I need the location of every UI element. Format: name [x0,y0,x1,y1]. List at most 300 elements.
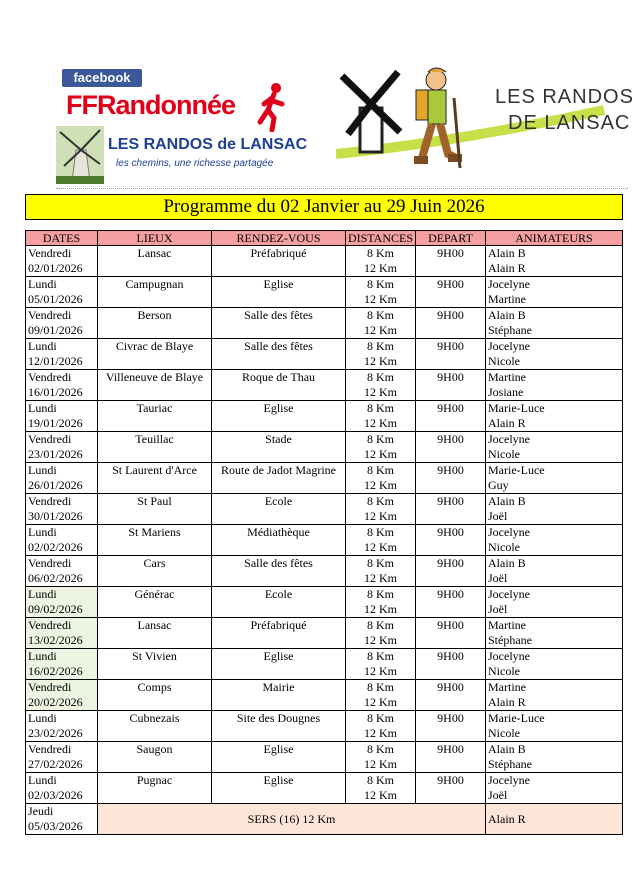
table-row [26,742,623,773]
rdv-cell-text: Eglise [263,649,294,663]
rdv-cell [212,432,346,463]
date-cell [26,432,98,463]
animateurs-cell-text: Joël [488,602,508,616]
depart-cell [416,742,486,773]
distance-cell-text: 8 Km [367,432,394,446]
rdv-cell-text: Préfabriqué [250,246,307,260]
distance-cell-text: 8 Km [367,370,394,384]
club-tagline: les chemins, une richesse partagée [116,158,274,169]
animateurs-cell-text: Josiane [488,385,524,399]
table-row [26,649,623,680]
date-cell-text: 26/01/2026 [28,478,83,492]
distance-cell [346,618,416,649]
depart-cell-text: 9H00 [437,556,464,570]
depart-cell-text: 9H00 [437,277,464,291]
distance-cell-text: 8 Km [367,246,394,260]
date-cell-text: 09/02/2026 [28,602,83,616]
animateurs-cell-text: Nicole [488,354,520,368]
distance-cell-text: 12 Km [364,726,397,740]
date-cell [26,587,98,618]
distance-cell-text: 8 Km [367,494,394,508]
animateurs-cell [486,370,623,401]
animateurs-cell-text: Nicole [488,540,520,554]
depart-cell [416,463,486,494]
date-cell-text: 02/03/2026 [28,788,83,802]
lieu-cell-text: Cubnezais [129,711,180,725]
animateurs-cell-text: Martine [488,618,526,632]
lieu-cell [98,773,212,804]
animateurs-cell-text: Nicole [488,726,520,740]
animateurs-cell-text: Marie-Luce [488,463,545,477]
rdv-cell [212,556,346,587]
animateurs-cell-text: Alain R [488,416,526,430]
rdv-cell-text: Eglise [263,773,294,787]
distance-cell-text: 8 Km [367,277,394,291]
facebook-badge[interactable]: facebook [62,69,142,87]
date-cell-text: Lundi [28,339,57,353]
date-cell [26,618,98,649]
animateurs-cell-text: Joël [488,571,508,585]
distance-cell-text: 12 Km [364,571,397,585]
distance-cell [346,463,416,494]
distance-cell-text: 8 Km [367,680,394,694]
lieu-cell [98,308,212,339]
rdv-cell-text: Roque de Thau [241,370,316,384]
depart-cell-text: 9H00 [437,618,464,632]
distance-cell-text: 8 Km [367,308,394,322]
windmill-photo [56,126,104,184]
depart-cell [416,525,486,556]
lieu-cell [98,370,212,401]
lieu-cell [98,587,212,618]
rdv-cell [212,339,346,370]
lieu-cell-text: Comps [137,680,172,694]
animateurs-cell-text: Alain B [488,556,526,570]
animateurs-cell-text: Martine [488,680,526,694]
animateurs-cell-text: Alain R [488,811,526,826]
animateurs-cell-text: Jocelyne [488,773,530,787]
date-cell-text: 19/01/2026 [28,416,83,430]
date-cell [26,277,98,308]
table-row [26,463,623,494]
rdv-cell-text: Eglise [263,401,294,415]
depart-cell-text: 9H00 [437,711,464,725]
rdv-cell-text: Préfabriqué [250,618,307,632]
distance-cell [346,680,416,711]
distance-cell-text: 12 Km [364,695,397,709]
header-depart: DEPART [416,231,486,246]
rdv-cell [212,494,346,525]
distance-cell-text: 12 Km [364,416,397,430]
club-name: LES RANDOS de LANSAC [108,136,308,153]
distance-cell-text: 8 Km [367,649,394,663]
lieu-cell [98,463,212,494]
rdv-cell [212,370,346,401]
depart-cell [416,680,486,711]
depart-cell [416,556,486,587]
date-cell [26,556,98,587]
distance-cell-text: 12 Km [364,478,397,492]
rdv-cell [212,711,346,742]
rdv-cell-text: Mairie [262,680,295,694]
lieu-cell-text: Tauriac [136,401,173,415]
date-cell [26,773,98,804]
depart-cell [416,773,486,804]
distance-cell-text: 12 Km [364,509,397,523]
animateurs-cell-text: Guy [488,478,509,492]
distance-cell-text: 8 Km [367,742,394,756]
rdv-cell-text: Salle des fêtes [244,339,313,353]
depart-cell-text: 9H00 [437,339,464,353]
rdv-cell [212,246,346,277]
lieu-cell [98,525,212,556]
depart-cell-text: 9H00 [437,742,464,756]
animateurs-cell [486,556,623,587]
animateurs-cell [486,804,623,835]
distance-cell [346,401,416,432]
date-cell [26,401,98,432]
date-cell-text: Vendredi [28,494,72,508]
distance-cell-text: 8 Km [367,463,394,477]
distance-cell-text: 8 Km [367,773,394,787]
date-cell [26,370,98,401]
special-event-cell [98,804,486,835]
lieu-cell [98,742,212,773]
animateurs-cell [486,680,623,711]
depart-cell [416,649,486,680]
distance-cell-text: 12 Km [364,261,397,275]
depart-cell [416,277,486,308]
table-row [26,370,623,401]
distance-cell-text: 12 Km [364,757,397,771]
depart-cell-text: 9H00 [437,308,464,322]
table-row [26,618,623,649]
lieu-cell-text: Civrac de Blaye [115,339,194,353]
header-lieux: LIEUX [98,231,212,246]
table-header-row [26,231,623,246]
animateurs-cell [486,525,623,556]
special-event-cell-text: SERS (16) 12 Km [247,811,336,826]
rdv-cell-text: Ecole [264,494,293,508]
animateurs-cell [486,649,623,680]
distance-cell [346,742,416,773]
distance-cell [346,246,416,277]
animateurs-cell-text: Alain R [488,695,526,709]
animateurs-cell-text: Stéphane [488,757,532,771]
date-cell [26,246,98,277]
date-cell-text: 16/01/2026 [28,385,83,399]
lieu-cell-text: Lansac [137,618,172,632]
date-cell-text: Vendredi [28,556,72,570]
date-cell-text: Jeudi [28,804,54,818]
lieu-cell-text: St Vivien [132,649,177,663]
date-cell-text: Vendredi [28,432,72,446]
depart-cell-text: 9H00 [437,649,464,663]
table-row [26,773,623,804]
rdv-cell [212,680,346,711]
animateurs-cell-text: Jocelyne [488,339,530,353]
date-cell-text: Lundi [28,525,57,539]
distance-cell-text: 8 Km [367,401,394,415]
lieu-cell [98,618,212,649]
depart-cell-text: 9H00 [437,587,464,601]
lieu-cell-text: Cars [143,556,166,570]
depart-cell-text: 9H00 [437,494,464,508]
date-cell [26,711,98,742]
rdv-cell [212,463,346,494]
animateurs-cell [486,308,623,339]
animateurs-cell [486,339,623,370]
date-cell-text: 20/02/2026 [28,695,83,709]
animateurs-cell-text: Martine [488,292,526,306]
distance-cell [346,339,416,370]
animateurs-cell-text: Joël [488,788,508,802]
date-cell-text: Vendredi [28,618,72,632]
date-cell [26,649,98,680]
date-cell-text: 02/01/2026 [28,261,83,275]
table-row [26,339,623,370]
date-cell [26,742,98,773]
date-cell-text: Vendredi [28,246,72,260]
table-row [26,401,623,432]
distance-cell-text: 12 Km [364,385,397,399]
rdv-cell-text: Eglise [263,742,294,756]
depart-cell-text: 9H00 [437,680,464,694]
animateurs-cell-text: Nicole [488,664,520,678]
rdv-cell-text: Stade [265,432,292,446]
table-row [26,494,623,525]
rdv-cell-text: Salle des fêtes [244,308,313,322]
animateurs-cell [486,463,623,494]
rdv-cell [212,277,346,308]
header-separator [56,188,628,189]
depart-cell [416,494,486,525]
date-cell [26,804,98,835]
animateurs-cell-text: Stéphane [488,323,532,337]
rdv-cell [212,742,346,773]
lieu-cell-text: Pugnac [136,773,173,787]
animateurs-cell-text: Stéphane [488,633,532,647]
distance-cell [346,649,416,680]
animateurs-cell-text: Jocelyne [488,525,530,539]
table-row [26,246,623,277]
distance-cell-text: 8 Km [367,711,394,725]
depart-cell-text: 9H00 [437,370,464,384]
animateurs-cell-text: Martine [488,370,526,384]
header-distances: DISTANCES [346,231,416,246]
right-logo-line2: DE LANSAC [508,112,631,134]
animateurs-cell [486,587,623,618]
program-title: Programme du 02 Janvier au 29 Juin 2026 [25,194,623,220]
depart-cell [416,308,486,339]
table-row [26,525,623,556]
date-cell-text: Vendredi [28,680,72,694]
animateurs-cell-text: Marie-Luce [488,401,545,415]
date-cell [26,525,98,556]
rdv-cell [212,525,346,556]
animateurs-cell-text: Jocelyne [488,277,530,291]
distance-cell-text: 12 Km [364,664,397,678]
distance-cell-text: 12 Km [364,540,397,554]
special-row [26,804,623,835]
depart-cell-text: 9H00 [437,246,464,260]
lieu-cell-text: Campugnan [125,277,184,291]
distance-cell [346,370,416,401]
rdv-cell [212,308,346,339]
lieu-cell-text: St Paul [137,494,172,508]
date-cell [26,308,98,339]
animateurs-cell-text: Alain B [488,742,526,756]
lieu-cell-text: Lansac [137,246,172,260]
animateurs-cell [486,432,623,463]
animateurs-cell-text: Jocelyne [488,432,530,446]
hiker-icon [256,82,290,132]
animateurs-cell-text: Nicole [488,447,520,461]
distance-cell-text: 12 Km [364,292,397,306]
distance-cell [346,587,416,618]
distance-cell-text: 8 Km [367,618,394,632]
lieu-cell [98,711,212,742]
header-dates: DATES [26,231,98,246]
depart-cell [416,432,486,463]
date-cell-text: Lundi [28,649,57,663]
distance-cell-text: 8 Km [367,525,394,539]
depart-cell [416,401,486,432]
distance-cell [346,308,416,339]
animateurs-cell [486,277,623,308]
distance-cell-text: 12 Km [364,788,397,802]
date-cell [26,463,98,494]
distance-cell-text: 12 Km [364,354,397,368]
date-cell-text: 23/01/2026 [28,447,83,461]
table-row [26,680,623,711]
lieu-cell-text: Berson [137,308,172,322]
date-cell-text: Vendredi [28,308,72,322]
date-cell-text: Lundi [28,773,57,787]
date-cell-text: 13/02/2026 [28,633,83,647]
depart-cell [416,711,486,742]
lieu-cell [98,432,212,463]
date-cell-text: 23/02/2026 [28,726,83,740]
lieu-cell-text: Villeneuve de Blaye [105,370,204,384]
date-cell-text: Lundi [28,401,57,415]
date-cell-text: 30/01/2026 [28,509,83,523]
table-row [26,711,623,742]
lieu-cell-text: St Mariens [128,525,181,539]
date-cell [26,680,98,711]
depart-cell-text: 9H00 [437,463,464,477]
date-cell-text: Vendredi [28,370,72,384]
date-cell-text: 06/02/2026 [28,571,83,585]
rdv-cell-text: Salle des fêtes [244,556,313,570]
date-cell-text: Lundi [28,277,57,291]
animateurs-cell-text: Alain B [488,308,526,322]
lieu-cell-text: Saugon [136,742,173,756]
distance-cell [346,711,416,742]
rdv-cell [212,587,346,618]
page-header [0,0,636,190]
distance-cell [346,556,416,587]
right-logo-line1: LES RANDOS [495,86,634,108]
rdv-cell [212,773,346,804]
date-cell-text: 02/02/2026 [28,540,83,554]
table-row [26,432,623,463]
depart-cell [416,618,486,649]
depart-cell [416,587,486,618]
distance-cell-text: 8 Km [367,339,394,353]
lieu-cell [98,556,212,587]
rdv-cell [212,618,346,649]
lieu-cell [98,401,212,432]
lieu-cell [98,680,212,711]
table-row [26,277,623,308]
lieu-cell-text: St Laurent d'Arce [112,463,197,477]
animateurs-cell-text: Jocelyne [488,649,530,663]
distance-cell [346,773,416,804]
rdv-cell-text: Ecole [264,587,293,601]
rdv-cell [212,649,346,680]
distance-cell-text: 8 Km [367,587,394,601]
lieu-cell-text: Teuillac [135,432,174,446]
lieu-cell [98,277,212,308]
distance-cell [346,432,416,463]
depart-cell [416,246,486,277]
distance-cell [346,494,416,525]
table-row [26,308,623,339]
animateurs-cell [486,773,623,804]
date-cell-text: 09/01/2026 [28,323,83,337]
animateurs-cell-text: Alain R [488,261,526,275]
animateurs-cell [486,246,623,277]
header-animateurs: ANIMATEURS [486,231,623,246]
date-cell [26,339,98,370]
table-row [26,556,623,587]
rdv-cell-text: Site des Dougnes [236,711,321,725]
lieu-cell [98,649,212,680]
depart-cell [416,339,486,370]
distance-cell-text: 8 Km [367,556,394,570]
animateurs-cell-text: Marie-Luce [488,711,545,725]
date-cell-text: 05/03/2026 [28,819,83,833]
lieu-cell [98,494,212,525]
distance-cell-text: 12 Km [364,602,397,616]
date-cell-text: Lundi [28,587,57,601]
table-row [26,587,623,618]
schedule-table [25,230,623,835]
date-cell-text: Lundi [28,711,57,725]
date-cell-text: 05/01/2026 [28,292,83,306]
animateurs-cell-text: Joël [488,509,508,523]
ffrandonnee-logo: FFRandonnée [66,90,235,120]
animateurs-cell [486,742,623,773]
date-cell [26,494,98,525]
animateurs-cell [486,494,623,525]
animateurs-cell [486,401,623,432]
lieu-cell [98,246,212,277]
date-cell-text: 16/02/2026 [28,664,83,678]
depart-cell-text: 9H00 [437,432,464,446]
depart-cell-text: 9H00 [437,525,464,539]
lieu-cell-text: Générac [134,587,175,601]
distance-cell-text: 12 Km [364,447,397,461]
depart-cell [416,370,486,401]
distance-cell [346,525,416,556]
distance-cell [346,277,416,308]
animateurs-cell-text: Alain B [488,494,526,508]
depart-cell-text: 9H00 [437,401,464,415]
date-cell-text: Lundi [28,463,57,477]
rdv-cell-text: Médiathèque [247,525,310,539]
